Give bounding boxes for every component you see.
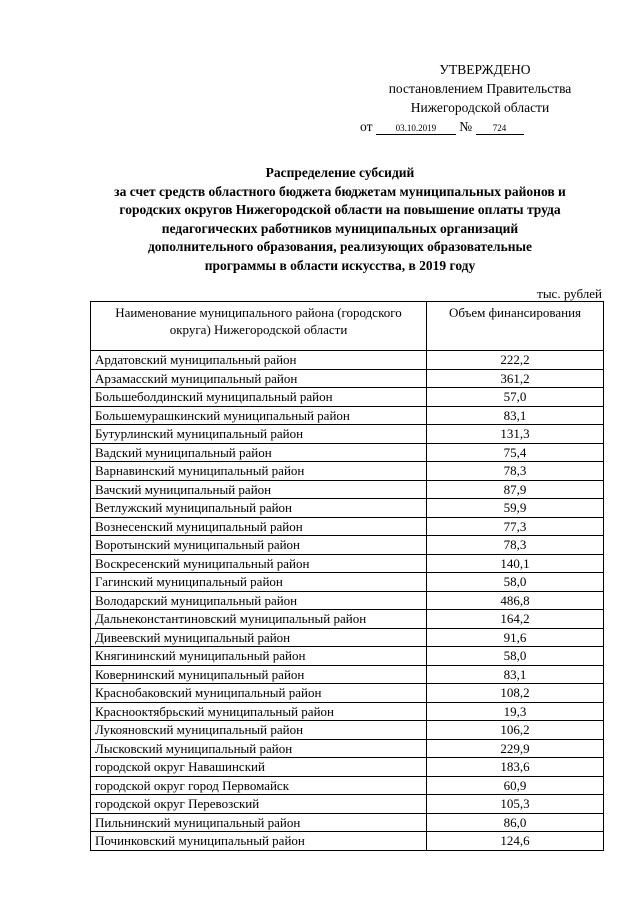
table-row bbox=[91, 610, 604, 629]
row-name: Варнавинский муниципальный район bbox=[91, 462, 427, 481]
date-prefix: от bbox=[360, 119, 373, 134]
row-name: Большеболдинский муниципальный район bbox=[91, 388, 427, 407]
table-row bbox=[91, 536, 604, 555]
row-value: 57,0 bbox=[427, 388, 604, 407]
row-name: городской округ город Первомайск bbox=[91, 776, 427, 795]
row-value: 222,2 bbox=[427, 351, 604, 370]
table-row bbox=[91, 832, 604, 851]
table-row bbox=[91, 665, 604, 684]
table-row bbox=[91, 369, 604, 388]
row-value: 78,3 bbox=[427, 536, 604, 555]
approval-decree: постановлением Правительства bbox=[388, 81, 572, 96]
row-name: городской округ Перевозский bbox=[91, 795, 427, 814]
approval-heading: УТВЕРЖДЕНО bbox=[439, 62, 531, 77]
row-name: Лысковский муниципальный район bbox=[91, 739, 427, 758]
table-row bbox=[91, 499, 604, 518]
row-value: 78,3 bbox=[427, 462, 604, 481]
row-name: Бутурлинский муниципальный район bbox=[91, 425, 427, 444]
row-name: Вознесенский муниципальный район bbox=[91, 517, 427, 536]
row-name: Починковский муниципальный район bbox=[91, 832, 427, 851]
row-value: 108,2 bbox=[427, 684, 604, 703]
row-name: Воскресенский муниципальный район bbox=[91, 554, 427, 573]
subsidy-table bbox=[90, 301, 604, 851]
row-value: 124,6 bbox=[427, 832, 604, 851]
title-line: педагогических работников муниципальных организаций bbox=[161, 220, 519, 236]
table-row bbox=[91, 758, 604, 777]
document-title bbox=[80, 164, 600, 275]
table-row bbox=[91, 406, 604, 425]
row-name: Володарский муниципальный район bbox=[91, 591, 427, 610]
row-name: Ковернинский муниципальный район bbox=[91, 665, 427, 684]
approval-number: 724 bbox=[476, 123, 524, 135]
row-value: 164,2 bbox=[427, 610, 604, 629]
number-sign: № bbox=[459, 119, 473, 134]
title-line: программы в области искусства, в 2019 году bbox=[204, 257, 476, 273]
row-value: 19,3 bbox=[427, 702, 604, 721]
title-line: дополнительного образования, реализующих образовательные bbox=[147, 239, 533, 254]
row-name: Дальнеконстантиновский муниципальный район bbox=[91, 610, 427, 629]
table-row bbox=[91, 573, 604, 592]
row-name: Княгининский муниципальный район bbox=[91, 647, 427, 666]
table-row bbox=[91, 480, 604, 499]
row-value: 75,4 bbox=[427, 443, 604, 462]
row-value: 58,0 bbox=[427, 573, 604, 592]
row-value: 361,2 bbox=[427, 369, 604, 388]
row-name: Лукояновский муниципальный район bbox=[91, 721, 427, 740]
unit-label: тыс. рублей bbox=[537, 286, 602, 301]
row-name: Воротынский муниципальный район bbox=[91, 536, 427, 555]
row-name: Ветлужский муниципальный район bbox=[91, 499, 427, 518]
row-value: 60,9 bbox=[427, 776, 604, 795]
row-value: 83,1 bbox=[427, 665, 604, 684]
row-value: 83,1 bbox=[427, 406, 604, 425]
table-row bbox=[91, 628, 604, 647]
table-row bbox=[91, 517, 604, 536]
row-name: Вадский муниципальный район bbox=[91, 443, 427, 462]
approval-date-line bbox=[360, 117, 630, 136]
row-value: 77,3 bbox=[427, 517, 604, 536]
table-row bbox=[91, 388, 604, 407]
table-row bbox=[91, 776, 604, 795]
row-value: 87,9 bbox=[427, 480, 604, 499]
row-value: 486,8 bbox=[427, 591, 604, 610]
row-value: 58,0 bbox=[427, 647, 604, 666]
title-line: за счет средств областного бюджета бюджетам муниципальных районов и bbox=[114, 183, 566, 199]
table-row bbox=[91, 684, 604, 703]
row-value: 140,1 bbox=[427, 554, 604, 573]
approval-block bbox=[330, 60, 630, 136]
table-row bbox=[91, 462, 604, 481]
table-row bbox=[91, 554, 604, 573]
table-row bbox=[91, 647, 604, 666]
row-name: Дивеевский муниципальный район bbox=[91, 628, 427, 647]
row-name: Большемурашкинский муниципальный район bbox=[91, 406, 427, 425]
row-value: 131,3 bbox=[427, 425, 604, 444]
row-name: Краснооктябрьский муниципальный район bbox=[91, 702, 427, 721]
row-name: Пильнинский муниципальный район bbox=[91, 813, 427, 832]
title-line: городских округов Нижегородской области на повышение оплаты труда bbox=[119, 202, 561, 217]
row-name: Краснобаковский муниципальный район bbox=[91, 684, 427, 703]
table-row bbox=[91, 591, 604, 610]
approval-date: 03.10.2019 bbox=[376, 123, 456, 135]
table-header-row bbox=[91, 302, 604, 351]
row-name: Арзамасский муниципальный район bbox=[91, 369, 427, 388]
approval-region: Нижегородской области bbox=[410, 100, 550, 115]
table-row bbox=[91, 813, 604, 832]
row-value: 106,2 bbox=[427, 721, 604, 740]
row-name: Гагинский муниципальный район bbox=[91, 573, 427, 592]
title-line: Распределение субсидий bbox=[265, 165, 415, 180]
row-value: 91,6 bbox=[427, 628, 604, 647]
header-value: Объем финансирования bbox=[427, 302, 604, 351]
table-row bbox=[91, 721, 604, 740]
table-row bbox=[91, 443, 604, 462]
row-value: 86,0 bbox=[427, 813, 604, 832]
table-row bbox=[91, 702, 604, 721]
row-value: 59,9 bbox=[427, 499, 604, 518]
table-row bbox=[91, 425, 604, 444]
row-name: городской округ Навашинский bbox=[91, 758, 427, 777]
table-row bbox=[91, 351, 604, 370]
table-row bbox=[91, 795, 604, 814]
row-name: Ардатовский муниципальный район bbox=[91, 351, 427, 370]
row-value: 105,3 bbox=[427, 795, 604, 814]
header-name: Наименование муниципального района (городского округа) Нижегородской области bbox=[91, 302, 427, 351]
table-body bbox=[91, 351, 604, 851]
row-name: Вачский муниципальный район bbox=[91, 480, 427, 499]
row-value: 183,6 bbox=[427, 758, 604, 777]
table-row bbox=[91, 739, 604, 758]
row-value: 229,9 bbox=[427, 739, 604, 758]
